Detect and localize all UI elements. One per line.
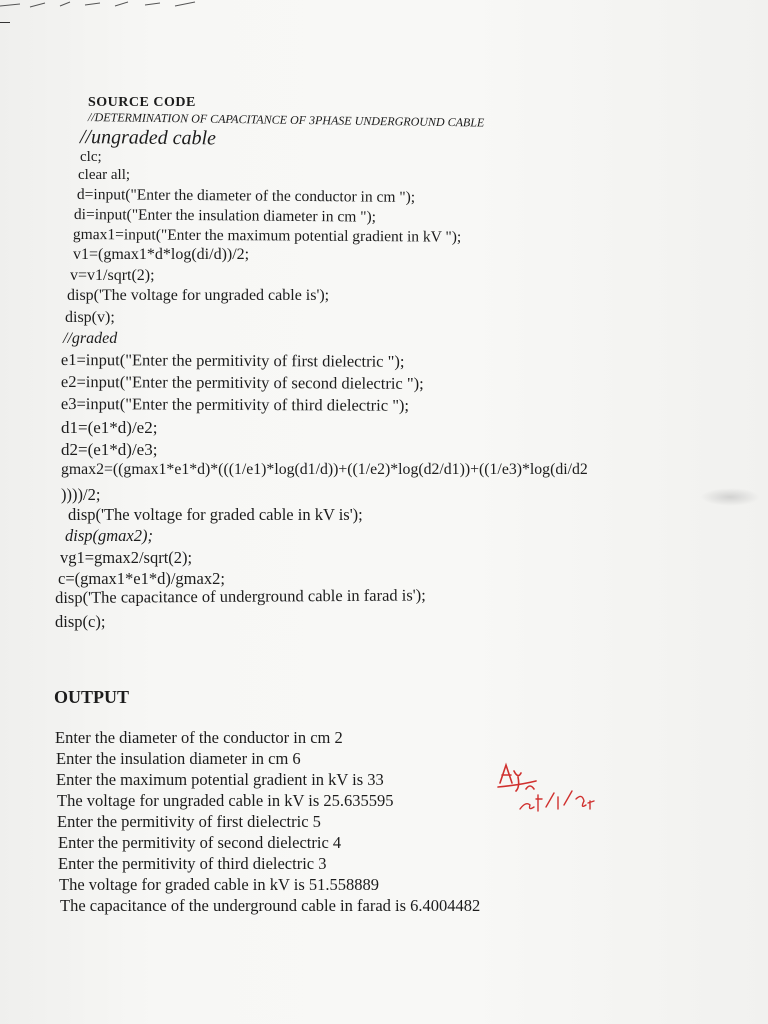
code-line-disp-c: disp(c);	[55, 612, 106, 631]
handwritten-signature	[490, 755, 620, 815]
code-line-d2: d2=(e1*d)/e3;	[61, 440, 158, 459]
output-line-graded-voltage: The voltage for graded cable in kV is 51.558889	[59, 875, 379, 894]
code-line-disp-ungraded: disp('The voltage for ungraded cable is');	[67, 287, 330, 304]
code-line-disp-v: disp(v);	[65, 309, 115, 326]
code-line-input-e1: e1=input("Enter the permitivity of first dielectric ");	[60, 350, 405, 371]
graded-comment: //graded	[63, 330, 118, 347]
program-title-comment: //DETERMINATION OF CAPACITANCE OF 3PHASE UNDERGROUND CABLE	[87, 110, 485, 130]
output-line-ungraded-voltage: The voltage for ungraded cable in kV is 25.635595	[57, 791, 394, 810]
output-line-diameter: Enter the diameter of the conductor in cm 2	[55, 728, 343, 747]
margin-dash	[0, 22, 10, 23]
code-line-c: c=(gmax1*e1*d)/gmax2;	[58, 569, 225, 588]
code-line-d1: d1=(e1*d)/e2;	[61, 418, 158, 437]
code-line-vg1: vg1=gmax2/sqrt(2);	[60, 548, 193, 567]
code-line-input-di: di=input("Enter the insulation diameter in cm ");	[73, 206, 377, 226]
code-line-v: v=v1/sqrt(2);	[70, 267, 155, 284]
code-line-disp-graded: disp('The voltage for graded cable in kV is');	[68, 505, 363, 524]
code-line-disp-gmax2: disp(gmax2);	[65, 526, 153, 545]
code-line-input-e2: e2=input("Enter the permitivity of second dielectric ");	[60, 372, 424, 393]
code-line-input-d: d=input("Enter the diameter of the conductor in cm ");	[76, 186, 416, 206]
code-line-input-gmax1: gmax1=input("Enter the maximum potential gradient in kV ");	[72, 226, 462, 246]
torn-edge-marks	[0, 0, 200, 14]
scan-smudge	[700, 488, 760, 506]
code-line-clc: clc;	[80, 149, 102, 165]
code-line-v1: v1=(gmax1*d*log(di/d))/2;	[73, 246, 250, 263]
output-line-insulation: Enter the insulation diameter in cm 6	[56, 749, 301, 768]
source-code-heading: SOURCE CODE	[88, 95, 196, 110]
code-line-gmax2-cont: ))))/2;	[61, 485, 101, 504]
code-line-disp-capacitance: disp('The capacitance of underground cable in farad is');	[54, 585, 426, 607]
output-line-e1: Enter the permitivity of first dielectric 5	[57, 812, 321, 831]
output-line-capacitance: The capacitance of the underground cable in farad is 6.4004482	[60, 896, 481, 915]
output-heading: OUTPUT	[54, 687, 130, 707]
output-line-e3: Enter the permitivity of third dielectric 3	[58, 854, 327, 873]
ungraded-comment: //ungraded cable	[79, 126, 217, 150]
output-line-e2: Enter the permitivity of second dielectric 4	[58, 833, 342, 852]
code-line-clear-all: clear all;	[78, 167, 131, 183]
output-line-gradient: Enter the maximum potential gradient in kV is 33	[56, 770, 384, 789]
code-line-gmax2: gmax2=((gmax1*e1*d)*(((1/e1)*log(d1/d))+((1/e2)*log(d2/d1))+((1/e3)*log(di/d2	[61, 461, 588, 478]
code-line-input-e3: e3=input("Enter the permitivity of third dielectric ");	[60, 394, 410, 415]
